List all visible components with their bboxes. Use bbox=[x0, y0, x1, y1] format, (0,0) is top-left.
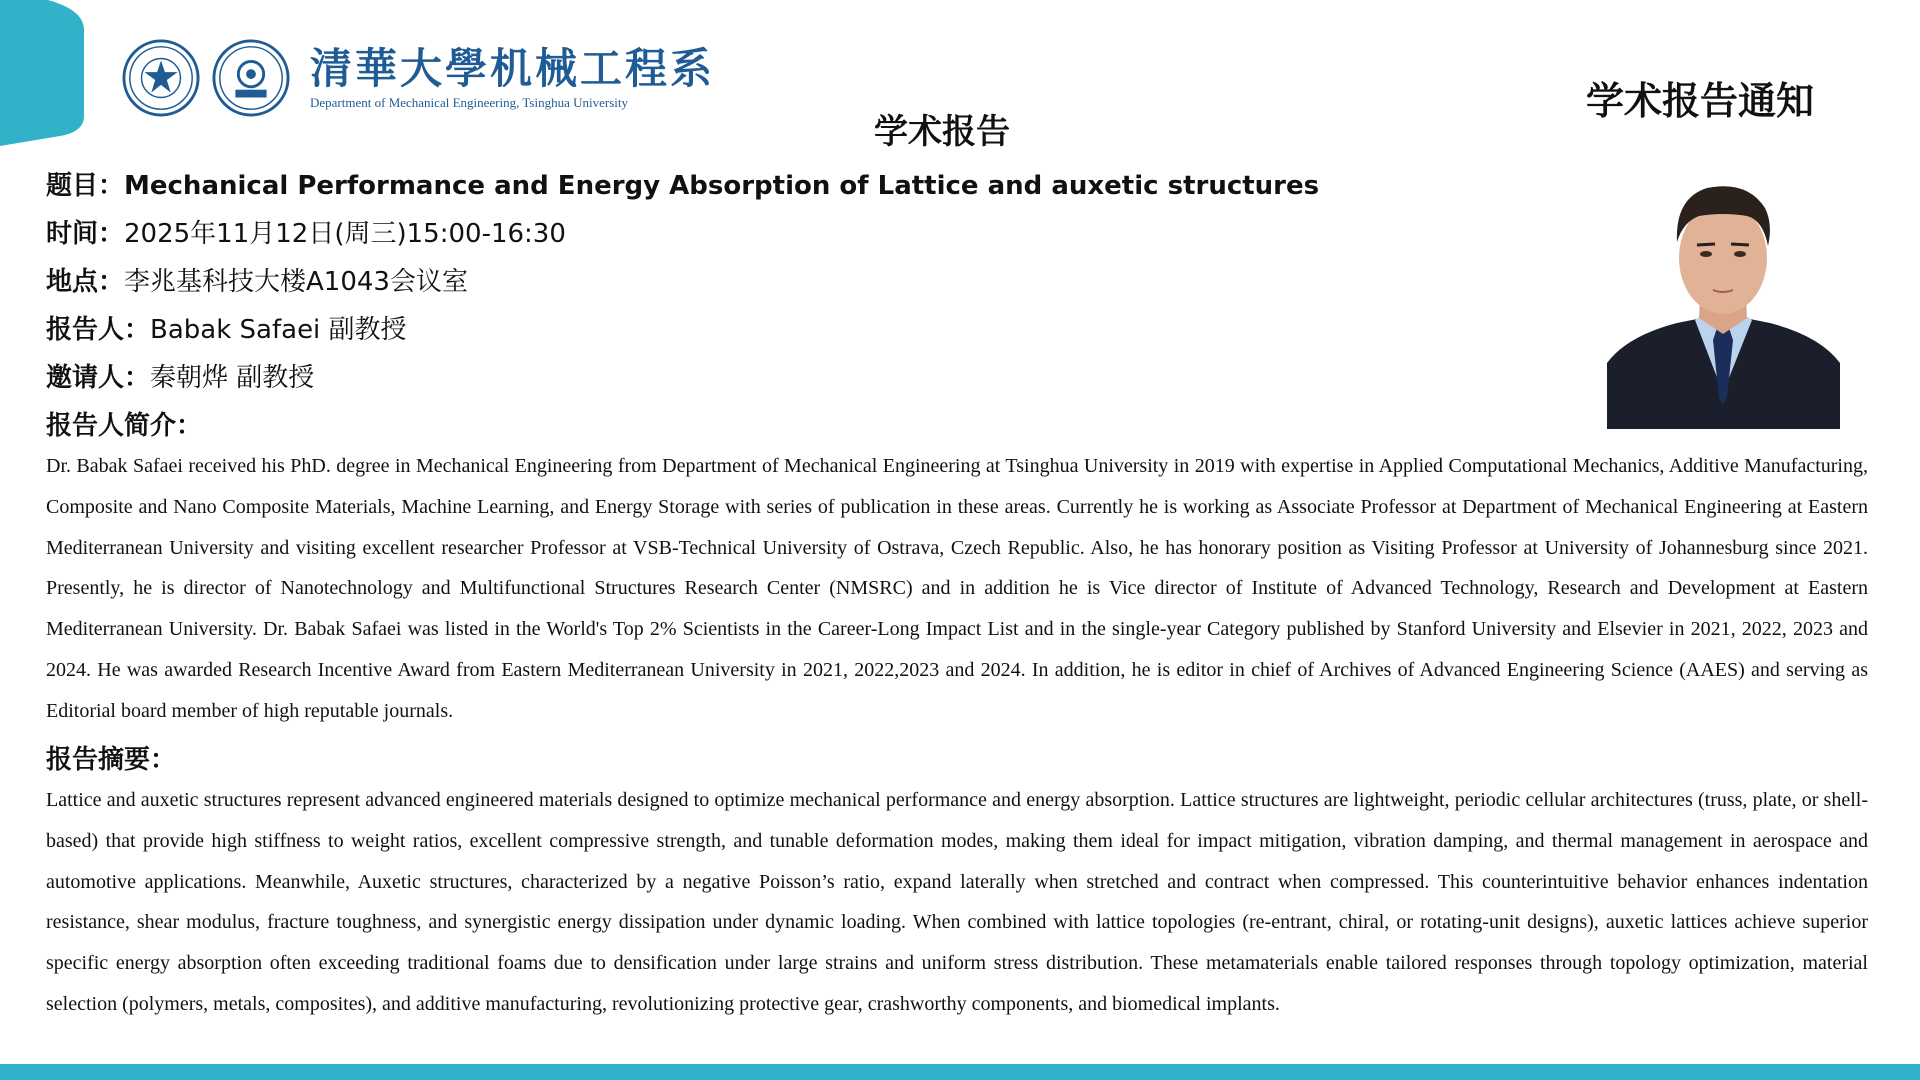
report-title: 学术报告 bbox=[874, 112, 1010, 152]
place-line bbox=[46, 261, 468, 298]
department-seal-icon bbox=[212, 39, 290, 117]
speaker-value: Babak Safaei 副教授 bbox=[150, 315, 407, 345]
brand-chinese-name: 清華大學机械工程系 bbox=[310, 44, 716, 93]
bio-heading: 报告人简介： bbox=[46, 411, 203, 441]
place-label: 地点： bbox=[46, 267, 125, 297]
inviter-label: 邀请人： bbox=[46, 363, 151, 393]
bottom-accent-bar bbox=[0, 1064, 1920, 1080]
topic-value: Mechanical Performance and Energy Absorption of Lattice and auxetic structures bbox=[124, 171, 1320, 201]
abstract-heading: 报告摘要： bbox=[46, 745, 177, 775]
place-value: 李兆基科技大楼A1043会议室 bbox=[124, 267, 468, 297]
time-line bbox=[46, 213, 566, 250]
bio-text: Dr. Babak Safaei received his PhD. degree in Mechanical Engineering from Department of Mechanical Engineering at Tsinghua University in 2019 with expertise in Applied Computational Mechanics, Additive Manufacturing, Composite and Nano Composite Materials, Machine Learning, and Energy Storage with series of publication in these areas. Currently he is working as Associate Professor at Department of Mechanical Engineering at Eastern Mediterranean University and visiting excellent researcher Professor at VSB-Technical University of Ostrava, Czech Republic. Also, he has honorary position as Visiting Professor at University of Johannesburg since 2021. Presently, he is director of Nanotechnology and Multifunctional Structures Research Center (NMSRC) and in addition he is Vice director of Institute of Advanced Technology, Research and Development at Eastern Mediterranean University. Dr. Babak Safaei was listed in the World's Top 2% Scientists in the Career-Long Impact List and in the single-year Category published by Stanford University and Elsevier in 2021, 2022, 2023 and 2024. He was awarded Research Incentive Award from Eastern Mediterranean University in 2021, 2022,2023 and 2024. In addition, he is editor in chief of Archives of Advanced Engineering Science (AAES) and serving as Editorial board member of high reputable journals. bbox=[46, 455, 1868, 722]
speaker-line bbox=[46, 309, 407, 346]
notice-title: 学术报告通知 bbox=[1586, 79, 1815, 123]
university-seal-icon bbox=[122, 39, 200, 117]
speaker-label: 报告人： bbox=[46, 315, 151, 345]
inviter-line bbox=[46, 357, 314, 394]
speaker-photo bbox=[1607, 158, 1840, 429]
topic-line bbox=[46, 165, 1319, 202]
topic-label: 题目： bbox=[46, 171, 125, 201]
department-logo bbox=[122, 36, 715, 120]
abstract-text: Lattice and auxetic structures represent advanced engineered materials designed to optimize mechanical performance and energy absorption. Lattice structures are lightweight, periodic cellular architectures (truss, plate, or shell-based) that provide high stiffness to weight ratios, excellent compressive strength, and tunable deformation modes, making them ideal for impact mitigation, vibration damping, and thermal management in aerospace and automotive applications. Meanwhile, Auxetic structures, characterized by a negative Poisson’s ratio, expand laterally when stretched and contract when compressed. This counterintuitive behavior enhances indentation resistance, shear modulus, fracture toughness, and synergistic energy dissipation under dynamic loading. When combined with lattice topologies (re-entrant, chiral, or rotating-unit designs), auxetic lattices achieve superior specific energy absorption often exceeding traditional foams due to densification under large strains and uniform stress distribution. These metamaterials enable tailored responses through topology optimization, material selection (polymers, metals, composites), and additive manufacturing, revolutionizing protective gear, crashworthy components, and biomedical implants. bbox=[46, 789, 1868, 1015]
time-label: 时间： bbox=[46, 219, 125, 249]
inviter-value: 秦朝烨 副教授 bbox=[150, 363, 315, 393]
corner-decoration bbox=[0, 0, 84, 146]
brand-english-name: Department of Mechanical Engineering, Tsinghua University bbox=[310, 95, 628, 110]
time-value: 2025年11月12日(周三)15:00-16:30 bbox=[124, 219, 566, 249]
